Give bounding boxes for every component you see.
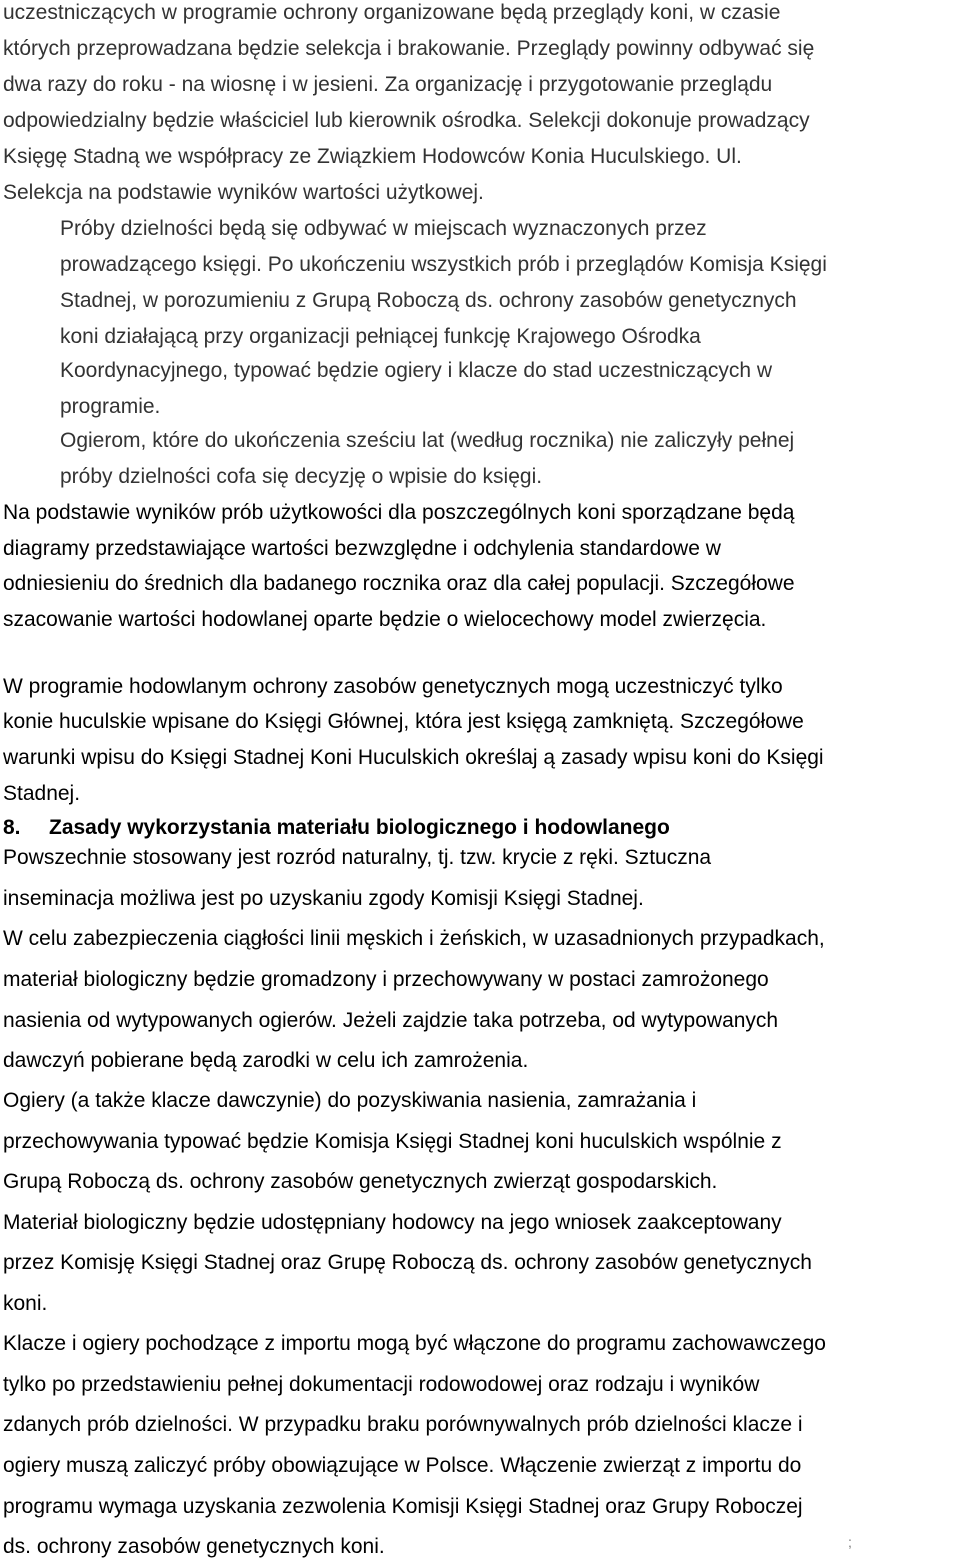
text-line: inseminacja możliwa jest po uzyskaniu zgody Komisji Księgi Stadnej. [3, 887, 644, 910]
text-line: Selekcja na podstawie wyników wartości użytkowej. [3, 181, 484, 204]
text-line: Stadnej, w porozumieniu z Grupą Roboczą ds. ochrony zasobów genetycznych [60, 289, 797, 312]
text-line: Powszechnie stosowany jest rozród naturalny, tj. tzw. krycie z ręki. Sztuczna [3, 846, 712, 869]
text-line: diagramy przedstawiające wartości bezwzględne i odchylenia standardowe w [3, 537, 721, 560]
text-line: Koordynacyjnego, typować będzie ogiery i klacze do stad uczestniczących w [60, 359, 773, 382]
text-line: ogiery muszą zaliczyć próby obowiązujące w Polsce. Włączenie zwierząt z importu do [3, 1454, 802, 1477]
section-title: Zasady wykorzystania materiału biologicznego i hodowlanego [49, 816, 670, 839]
text-line: Stadnej. [3, 782, 81, 805]
text-line: warunki wpisu do Księgi Stadnej Koni Huculskich określaj ą zasady wpisu koni do Księgi [3, 746, 824, 769]
text-line: konie huculskie wpisane do Księgi Głównej, która jest księgą zamkniętą. Szczegółowe [3, 710, 804, 733]
text-line: odpowiedzialny będzie właściciel lub kierownik ośrodka. Selekcji dokonuje prowadzący [3, 109, 810, 132]
text-line: odniesieniu do średnich dla badanego rocznika oraz dla całej populacji. Szczegółowe [3, 572, 795, 595]
text-line: Próby dzielności będą się odbywać w miejscach wyznaczonych przez [60, 217, 707, 240]
text-line: Materiał biologiczny będzie udostępniany hodowcy na jego wniosek zaakceptowany [3, 1211, 782, 1234]
text-line: przez Komisję Księgi Stadnej oraz Grupę Roboczą ds. ochrony zasobów genetycznych [3, 1251, 812, 1274]
text-line: dwa razy do roku - na wiosnę i w jesieni. Za organizację i przygotowanie przeglądu [3, 73, 773, 96]
text-line: materiał biologiczny będzie gromadzony i przechowywany w postaci zamrożonego [3, 968, 769, 991]
text-line: dawczyń pobierane będą zarodki w celu ich zamrożenia. [3, 1049, 529, 1072]
text-line: ds. ochrony zasobów genetycznych koni. [3, 1535, 385, 1558]
text-line: Ogierom, które do ukończenia sześciu lat (według rocznika) nie zaliczyły pełnej [60, 429, 795, 452]
text-line: Księgę Stadną we współpracy ze Związkiem Hodowców Konia Huculskiego. Ul. [3, 145, 742, 168]
text-line: programie. [60, 395, 161, 418]
text-line: których przeprowadzana będzie selekcja i brakowanie. Przeglądy powinny odbywać się [3, 37, 815, 60]
text-line: prowadzącego księgi. Po ukończeniu wszystkich prób i przeglądów Komisja Księgi [60, 253, 827, 276]
text-line: Na podstawie wyników prób użytkowości dla poszczególnych koni sporządzane będą [3, 501, 795, 524]
text-line: koni działającą przy organizacji pełniącej funkcję Krajowego Ośrodka [60, 325, 701, 348]
text-line: programu wymaga uzyskania zezwolenia Komisji Księgi Stadnej oraz Grupy Roboczej [3, 1495, 803, 1518]
text-line: Ogiery (a także klacze dawczynie) do pozyskiwania nasienia, zamrażania i [3, 1089, 697, 1112]
section-number: 8. [3, 816, 21, 839]
text-line: koni. [3, 1292, 48, 1315]
text-line: W celu zabezpieczenia ciągłości linii męskich i żeńskich, w uzasadnionych przypadkach, [3, 927, 825, 950]
text-line: przechowywania typować będzie Komisja Księgi Stadnej koni huculskich wspólnie z [3, 1130, 782, 1153]
text-line: W programie hodowlanym ochrony zasobów genetycznych mogą uczestniczyć tylko [3, 675, 783, 698]
text-line: zdanych prób dzielności. W przypadku braku porównywalnych prób dzielności klacze i [3, 1413, 803, 1436]
footer-mark: ; [848, 1534, 852, 1550]
text-line: uczestniczących w programie ochrony organizowane będą przeglądy koni, w czasie [3, 1, 781, 24]
text-line: Klacze i ogiery pochodzące z importu mogą być włączone do programu zachowawczego [3, 1332, 826, 1355]
text-line: Grupą Roboczą ds. ochrony zasobów genetycznych zwierząt gospodarskich. [3, 1170, 718, 1193]
text-line: nasienia od wytypowanych ogierów. Jeżeli zajdzie taka potrzeba, od wytypowanych [3, 1009, 779, 1032]
section-heading [3, 815, 670, 841]
text-line: szacowanie wartości hodowlanej oparte będzie o wielocechowy model zwierzęcia. [3, 608, 767, 631]
text-line: próby dzielności cofa się decyzję o wpisie do księgi. [60, 465, 543, 488]
text-line: tylko po przedstawieniu pełnej dokumentacji rodowodowej oraz rodzaju i wyników [3, 1373, 760, 1396]
